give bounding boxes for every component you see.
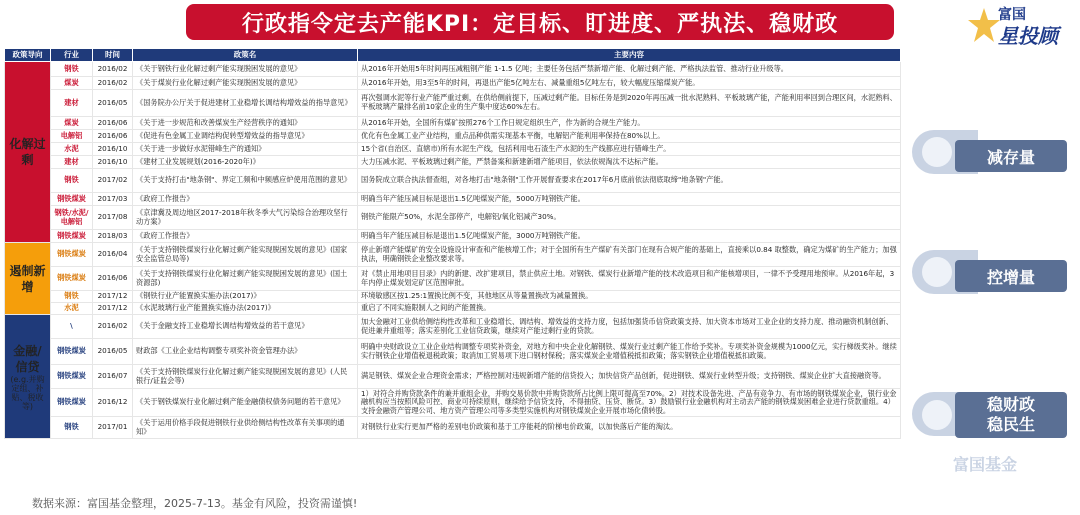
sector-name: 金融/信贷 xyxy=(13,343,42,374)
sector-sub: (e.g.并购定组、补贴、税收等) xyxy=(10,374,45,411)
date-cell: 2016/07 xyxy=(93,365,133,389)
content-cell: 再次强调水泥等行业产能严重过剩，在供给侧前提下，压减过剩产能。目标任务是到2020年再压减一批水泥熟料、平板玻璃产能，产能利用率回到合理区间，水泥熟料、平板玻璃产量排名前10家企业的生产集中度达60%左右。 xyxy=(358,90,901,117)
badge-stabilize-finance: 稳财政 xyxy=(986,395,1035,414)
date-cell: 2016/06 xyxy=(93,117,133,130)
industry-cell: 煤炭 xyxy=(51,117,93,130)
header-industry: 行业 xyxy=(51,49,93,62)
content-cell: 大力压减水泥、平板玻璃过剩产能，严禁备案和新建新增产能项目，依法依规淘汰不达标产能。 xyxy=(358,156,901,169)
date-cell: 2016/12 xyxy=(93,389,133,417)
content-cell: 优化有色金属工业产业结构，重点品种供需实现基本平衡，电解铝产能利用率保持在80%以上。 xyxy=(358,130,901,143)
industry-cell: \ xyxy=(51,315,93,339)
policy-cell: 《关于进一步做好水泥错峰生产的通知》 xyxy=(133,143,358,156)
content-cell: 停止新增产能煤矿的安全设施设计审查和产能核增工作；对于全国所有生产煤矿有关部门在现有合规产能的基础上，直接乘以0.84 取整数，确定为煤矿的生产能力；加强执法，明确钢铁企业整改要求等。 xyxy=(358,243,901,267)
table-row xyxy=(5,90,901,117)
header-date: 时间 xyxy=(93,49,133,62)
policy-cell: 《建材工业发展规划(2016-2020年)》 xyxy=(133,156,358,169)
industry-cell: 钢铁煤炭 xyxy=(51,389,93,417)
logo-line2: 星投顾 xyxy=(998,24,1058,48)
policy-cell: 《关于支持打击"地条钢"、界定工频和中频感应炉使用范围的意见》 xyxy=(133,169,358,193)
policy-cell: 财政部《工业企业结构调整专项奖补资金管理办法》 xyxy=(133,339,358,365)
policy-cell: 《关于煤炭行业化解过剩产能实现脱困发展的意见》 xyxy=(133,77,358,90)
policy-cell: 《国务院办公厅关于促进建材工业稳增长调结构增效益的指导意见》 xyxy=(133,90,358,117)
watermark: 富国基金 xyxy=(953,455,1018,474)
content-cell: 明确中央财政设立工业企业结构调整专项奖补资金，对地方和中央企业化解钢铁、煤炭行业过剩产能工作给予奖补。专项奖补资金规模为1000亿元，实行梯级奖补。继续实行钢铁企业增值税退税政策；取消加工贸易项下进口钢材保税；落实煤炭企业增值税抵扣政策；落实钢铁企业增值税抵扣政策。 xyxy=(358,339,901,365)
industry-cell: 钢铁 xyxy=(51,417,93,439)
date-cell: 2016/10 xyxy=(93,143,133,156)
table-row xyxy=(5,243,901,267)
date-cell: 2017/08 xyxy=(93,206,133,230)
table-row xyxy=(5,389,901,417)
date-cell: 2016/06 xyxy=(93,130,133,143)
table-row xyxy=(5,77,901,90)
table-row xyxy=(5,62,901,77)
table-row xyxy=(5,169,901,193)
content-cell: 1）对符合并购贷款条件的兼并重组企业，并购交易价款中并购贷款所占比例上限可提高至70%。2）对技术设备先进、产品有竞争力、有市场的钢铁煤炭企业，银行业金融机构应当按照风险可控、商业可持续原则，继续给予信贷支持，不得抽贷、压贷、断贷。3）鼓励银行业金融机构对主动去产能的钢铁煤炭困难企业进行贷款重组。4）支持金融资产管理公司、地方资产管理公司等多类型实施机构对钢铁煤炭企业开展市场化债转股。 xyxy=(358,389,901,417)
side-dot-2 xyxy=(922,257,952,287)
sector-name: 化解过剩 xyxy=(9,137,46,167)
table-row xyxy=(5,267,901,291)
date-cell: 2016/04 xyxy=(93,243,133,267)
date-cell: 2017/02 xyxy=(93,169,133,193)
industry-cell: 钢铁煤炭 xyxy=(51,193,93,206)
table-row xyxy=(5,315,901,339)
date-cell: 2017/01 xyxy=(93,417,133,439)
policy-cell: 《钢铁行业产能置换实施办法(2017)》 xyxy=(133,291,358,303)
badge-control-increment: 控增量 xyxy=(955,260,1067,292)
policy-cell: 《关于进一步规范和改善煤炭生产经营秩序的通知》 xyxy=(133,117,358,130)
industry-cell: 钢铁煤炭 xyxy=(51,267,93,291)
table-row xyxy=(5,117,901,130)
policy-table xyxy=(4,48,901,439)
header-policy: 政策名 xyxy=(133,49,358,62)
badge-stabilize-livelihood: 稳民生 xyxy=(986,415,1035,434)
star-icon xyxy=(968,6,1000,46)
content-cell: 从2016年开始，全国所有煤矿按照276个工作日规定组织生产，作为新的合规生产能力。 xyxy=(358,117,901,130)
date-cell: 2016/02 xyxy=(93,62,133,77)
date-cell: 2016/02 xyxy=(93,77,133,90)
date-cell: 2016/02 xyxy=(93,315,133,339)
header-content: 主要内容 xyxy=(358,49,901,62)
table-row xyxy=(5,143,901,156)
industry-cell: 钢铁煤炭 xyxy=(51,243,93,267)
policy-cell: 《促进有色金属工业调结构促转型增效益的指导意见》 xyxy=(133,130,358,143)
content-cell: 满足钢铁、煤炭企业合理资金需求；严格控制对违规新增产能的信贷投入；加快信贷产品创新，促进钢铁、煤炭行业转型升级；支持钢铁、煤炭企业扩大直接融资等。 xyxy=(358,365,901,389)
content-cell: 明确当年产能压减目标是退出1.5亿吨煤炭产能，3000万吨钢铁产能。 xyxy=(358,230,901,243)
policy-cell: 《关于金融支持工业稳增长调结构增效益的若干意见》 xyxy=(133,315,358,339)
industry-cell: 水泥 xyxy=(51,143,93,156)
header-direction: 政策导向 xyxy=(5,49,51,62)
content-cell: 环境敏感区按1.25:1置换比例不变，其他地区从等量置换改为减量置换。 xyxy=(358,291,901,303)
policy-cell: 《关于支持钢铁煤炭行业化解过剩产能实现脱困发展的意见》(国家安全监管总局等) xyxy=(133,243,358,267)
page-title: 行政指令定去产能KPI：定目标、盯进度、严执法、稳财政 xyxy=(186,4,894,40)
table-row xyxy=(5,303,901,315)
table-row xyxy=(5,365,901,389)
industry-cell: 钢铁/水泥/电解铝 xyxy=(51,206,93,230)
industry-cell: 钢铁 xyxy=(51,291,93,303)
content-cell: 对钢铁行业实行更加严格的差别电价政策和基于工序能耗的阶梯电价政策，以加快落后产能的淘汰。 xyxy=(358,417,901,439)
date-cell: 2017/12 xyxy=(93,291,133,303)
table-row xyxy=(5,193,901,206)
policy-cell: 《关于支持钢铁煤炭行业化解过剩产能实现脱困发展的意见》(人民银行/证监会等) xyxy=(133,365,358,389)
content-cell: 对《禁止用地项目目录》内的新建、改扩建项目，禁止供应土地。对钢铁、煤炭行业新增产能的技术改造项目和产能核增项目，一律不予受理用地预审。从2016年起，3年内停止煤炭划定矿区范围审批。 xyxy=(358,267,901,291)
logo-line1: 富国 xyxy=(998,7,1026,23)
industry-cell: 电解铝 xyxy=(51,130,93,143)
table-row xyxy=(5,130,901,143)
policy-cell: 《政府工作报告》 xyxy=(133,193,358,206)
table-row xyxy=(5,417,901,439)
side-dot-1 xyxy=(922,137,952,167)
industry-cell: 钢铁煤炭 xyxy=(51,365,93,389)
date-cell: 2016/05 xyxy=(93,339,133,365)
table-row xyxy=(5,156,901,169)
table-row xyxy=(5,291,901,303)
policy-cell: 《水泥玻璃行业产能置换实施办法(2017)》 xyxy=(133,303,358,315)
policy-cell: 《京津冀及周边地区2017-2018年秋冬季大气污染综合治理攻坚行动方案》 xyxy=(133,206,358,230)
industry-cell: 水泥 xyxy=(51,303,93,315)
content-cell: 从2016年开始，用3至5年的时间，再退出产能5亿吨左右、减量重组5亿吨左右，较大幅度压缩煤炭产能。 xyxy=(358,77,901,90)
industry-cell: 建材 xyxy=(51,156,93,169)
sector-name: 遏制新增 xyxy=(9,263,46,294)
table-row xyxy=(5,230,901,243)
data-source: 数据来源：富国基金整理，2025-7-13。基金有风险，投资需谨慎! xyxy=(32,497,358,510)
brand-logo xyxy=(968,4,1076,48)
date-cell: 2017/12 xyxy=(93,303,133,315)
policy-cell: 《关于运用价格手段促进钢铁行业供给侧结构性改革有关事项的通知》 xyxy=(133,417,358,439)
date-cell: 2017/03 xyxy=(93,193,133,206)
industry-cell: 钢铁 xyxy=(51,62,93,77)
content-cell: 从2016年开始用5年时间再压减粗钢产能 1-1.5 亿吨；主要任务包括严禁新增产能、化解过剩产能、严格执法监管、推动行业升级等。 xyxy=(358,62,901,77)
sector-cell xyxy=(5,315,51,439)
date-cell: 2016/05 xyxy=(93,90,133,117)
side-dot-3 xyxy=(922,400,952,430)
table-row xyxy=(5,339,901,365)
sector-cell xyxy=(5,243,51,315)
content-cell: 钢铁产能限产50%，水泥全部停产，电解铝/氧化铝减产30%。 xyxy=(358,206,901,230)
content-cell: 国务院成立联合执法督查组，对各地打击"地条钢"工作开展督查要求在2017年6月底前依法彻底取缔"地条钢"产能。 xyxy=(358,169,901,193)
content-cell: 15个省(自治区、直辖市)所有水泥生产线，包括利用电石渣生产水泥的生产线都应进行错峰生产。 xyxy=(358,143,901,156)
industry-cell: 钢铁煤炭 xyxy=(51,339,93,365)
policy-cell: 《关于支持钢铁煤炭行业化解过剩产能实现脱困发展的意见》(国土资源部) xyxy=(133,267,358,291)
date-cell: 2016/06 xyxy=(93,267,133,291)
content-cell: 重启了不同实施限制人之间的产能置换。 xyxy=(358,303,901,315)
policy-cell: 《关于钢铁煤炭行业化解过剩产能金融债权债务问题的若干意见》 xyxy=(133,389,358,417)
industry-cell: 钢铁煤炭 xyxy=(51,230,93,243)
sector-cell xyxy=(5,62,51,243)
date-cell: 2018/03 xyxy=(93,230,133,243)
badge-reduce-stock: 减存量 xyxy=(955,140,1067,172)
policy-cell: 《政府工作报告》 xyxy=(133,230,358,243)
industry-cell: 钢铁 xyxy=(51,169,93,193)
industry-cell: 建材 xyxy=(51,90,93,117)
table-header xyxy=(5,49,901,62)
badge-stabilize xyxy=(955,392,1067,438)
table-row xyxy=(5,206,901,230)
date-cell: 2016/10 xyxy=(93,156,133,169)
industry-cell: 煤炭 xyxy=(51,77,93,90)
content-cell: 加大金融对工业供给侧结构性改革和工业稳增长、调结构、增效益的支持力度，包括加强货币信贷政策支持、加大资本市场对工业企业的支持力度、推动融资机制创新、促进兼并重组等；落实差别化工业信贷政策，继续对产能过剩行业的贷款。 xyxy=(358,315,901,339)
policy-cell: 《关于钢铁行业化解过剩产能实现脱困发展的意见》 xyxy=(133,62,358,77)
content-cell: 明确当年产能压减目标是退出1.5亿吨煤炭产能，5000万吨钢铁产能。 xyxy=(358,193,901,206)
